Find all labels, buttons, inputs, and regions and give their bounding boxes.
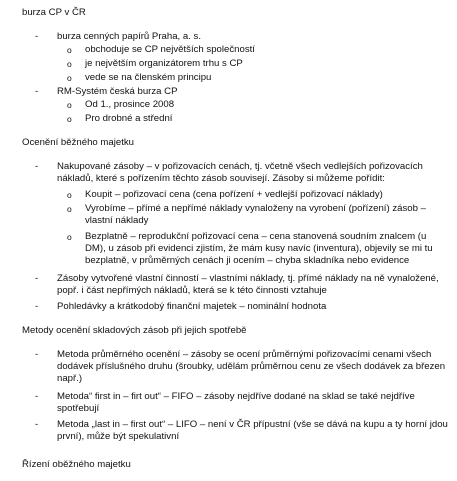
circle-bullet-icon: o [67, 73, 72, 83]
list-item [35, 86, 449, 98]
list-item [35, 419, 449, 443]
circle-bullet-icon: o [67, 45, 72, 55]
list-item [35, 31, 449, 43]
dash-bullet-icon: - [35, 161, 39, 172]
sub-list-item-text: Koupit – pořizovací cena (cena pořízení + vedlejší pořizovací náklady) [85, 189, 383, 200]
list-item-text: burza cenných papírů Praha, a. s. [57, 31, 201, 42]
circle-bullet-icon: o [67, 59, 72, 69]
list-item-text: RM-Systém česká burza CP [57, 86, 178, 97]
list-item-text: Metoda „last in – first out“ – LIFO – není v ČR přípustní (vše se dává na kupu a ty horní jdou první), může být spekulativní [57, 419, 448, 442]
list-item-text: Pohledávky a krátkodobý finanční majetek – nominální hodnota [57, 301, 327, 312]
circle-bullet-icon: o [67, 190, 72, 200]
list-item-text: Zásoby vytvořené vlastní činností – vlastními náklady, tj. přímé náklady na ně vynaložené, popř. i část nepřímých nákladů, která se k této činnosti vztahuje [57, 273, 439, 296]
list-item [35, 273, 449, 297]
sub-list-item [67, 72, 449, 84]
dash-bullet-icon: - [35, 419, 39, 430]
list-item-text: Metoda průměrného ocenění – zásoby se ocení průměrnými pořizovacími cenami všech dodávek příslušného druhu (šroubky, udělám průměrnou cenu ze všech dodávek za březen např.) [57, 349, 446, 384]
sub-list-item-text: vede se na členském principu [85, 72, 212, 83]
circle-bullet-icon: o [67, 232, 72, 242]
sub-list-item [67, 189, 449, 201]
circle-bullet-icon: o [67, 204, 72, 214]
sub-list-item-text: je největším organizátorem trhu s CP [85, 58, 243, 69]
list-item [35, 349, 449, 385]
dash-bullet-icon: - [35, 301, 39, 312]
list-item-text: Nakupované zásoby – v pořizovacích cenách, tj. včetně všech vedlejších pořizovacích nákladů, které s pořízením těchto zásob souvisejí. Zásoby si můžeme pořídit: [57, 161, 423, 184]
list-item [35, 391, 449, 415]
sub-list-item [67, 113, 449, 125]
sub-list-item [67, 44, 449, 56]
list-item [35, 161, 449, 185]
dash-bullet-icon: - [35, 391, 39, 402]
circle-bullet-icon: o [67, 100, 72, 110]
list-item-text: Metoda“ first in – firt out“ – FIFO – zásoby nejdříve dodané na sklad se také nejdříve spotřebují [57, 391, 415, 414]
section-heading: Metody ocenění skladových zásob při jejich spotřebě [22, 325, 247, 336]
list-item [35, 301, 449, 313]
dash-bullet-icon: - [35, 31, 39, 42]
sub-list-item [67, 58, 449, 70]
circle-bullet-icon: o [67, 114, 72, 124]
sub-list-item-text: obchoduje se CP největších společností [85, 44, 255, 55]
section-heading: burza CP v ČR [22, 7, 86, 18]
sub-list-item-text: Od 1., prosince 2008 [85, 99, 175, 110]
sub-list-item [67, 203, 449, 227]
section-heading: Ocenění běžného majetku [22, 137, 135, 148]
sub-list-item-text: Bezplatně – reprodukční pořizovací cena – cena stanovená soudním znalcem (u DM), u zásob při evidenci zjistím, že mám kusy navíc (inventura), objevily se mi tu bezplatně, v průměrných cenách ji ocením – chyba skladníka nebo evidence [85, 231, 433, 266]
section-heading: Řízení oběžného majetku [22, 459, 131, 470]
dash-bullet-icon: - [35, 349, 39, 360]
sub-list-item [67, 231, 449, 267]
sub-list-item [67, 99, 449, 111]
sub-list-item-text: Pro drobné a střední [85, 113, 173, 124]
sub-list-item-text: Vyrobíme – přímé a nepřímé náklady vynaloženy na vyrobení (pořízení) zásob – vlastní náklady [85, 203, 426, 226]
dash-bullet-icon: - [35, 86, 39, 97]
dash-bullet-icon: - [35, 273, 39, 284]
